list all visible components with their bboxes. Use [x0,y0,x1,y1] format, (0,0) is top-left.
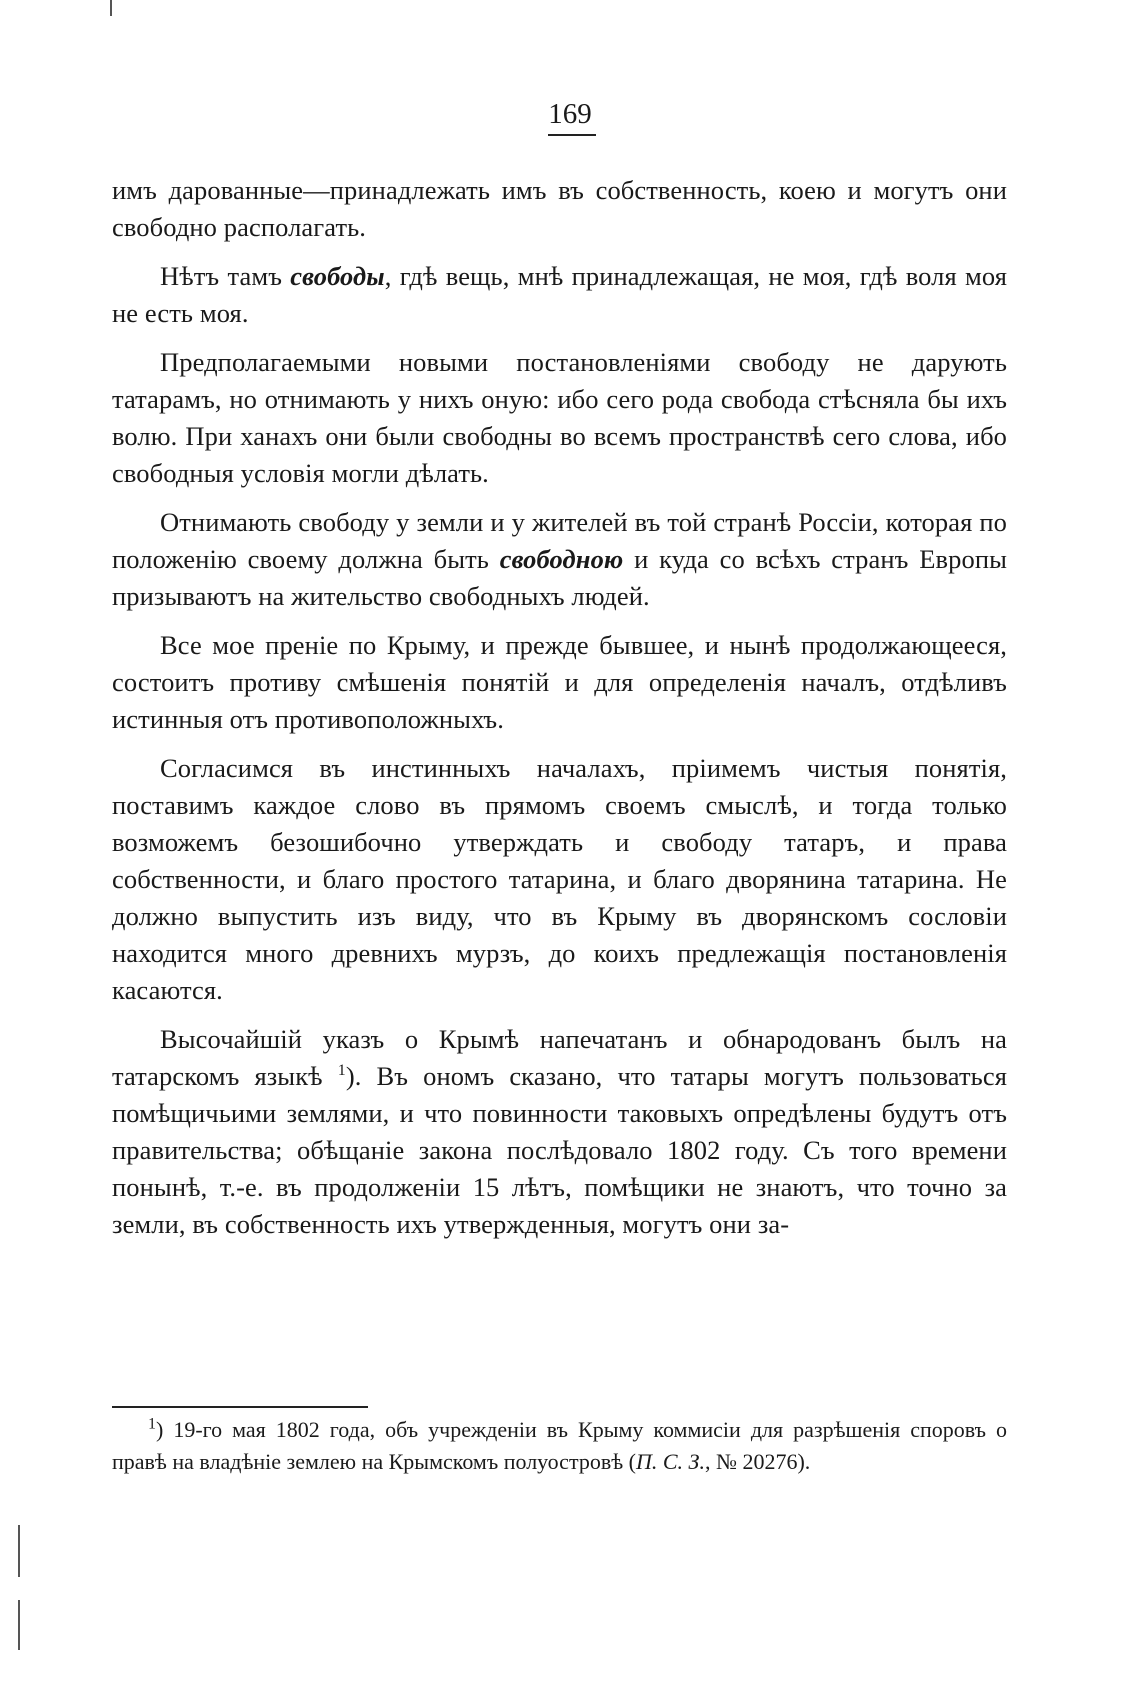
scan-margin-mark-left-1 [18,1525,20,1577]
paragraph-5: Все мое преніе по Крыму, и прежде бывшее, и нынѣ продолжающееся, состоитъ противу смѣшенія понятій и для определенія началъ, отдѣливъ истинныя отъ противоположныхъ. [112,630,1007,734]
scan-margin-mark-left-2 [18,1600,20,1650]
paragraph-4 [112,504,1007,615]
page-body [112,172,1007,1255]
footnote-divider [112,1406,368,1408]
paragraph-2-text-a: Нѣтъ тамъ [160,261,291,291]
emphasis-svobody: свободы [290,261,385,291]
paragraph-4-text-b: и куда со всѣхъ странъ Европы призываютъ на жительство свободныхъ людей. [112,544,1008,611]
footnote [112,1414,1007,1478]
paragraph-6: Согласимся въ инстинныхъ началахъ, пріимемъ чистыя понятія, поставимъ каждое слово въ прямомъ своемъ смыслѣ, и тогда только возможемъ безошибочно утверждать и свободу татаръ, и права собственности, и благо простого татарина, и благо дворянина татарина. Не должно выпустить изъ виду, что въ Крыму въ дворянскомъ сословіи находится много древнихъ мурзъ, до коихъ предлежащія постановленія касаются. [112,753,1007,1005]
emphasis-svobodnoyu: свободною [499,544,624,574]
paragraph-1: имъ дарованные—принадлежать имъ въ собственность, коею и могутъ они свободно располагать. [112,175,1007,242]
footnote-text-b: , № 20276). [704,1449,811,1474]
footnote-marker: 1 [148,1415,156,1433]
page-number: 169 [0,100,1140,129]
paragraph-7-text-b: ). Въ ономъ сказано, что татары могутъ пользоваться помѣщичьими землями, и что повинности таковыхъ опредѣлены будутъ отъ правительства; обѣщаніе закона послѣдовало 1802 году. Съ того времени понынѣ, т.-е. въ продолженіи 15 лѣтъ, помѣщики не знаютъ, что точно за земли, въ собственность ихъ утвержденныя, могутъ они за- [112,1061,1007,1239]
footnote-reference: 1 [337,1062,346,1080]
paragraph-3: Предполагаемыми новыми постановленіями свободу не дарують татарамъ, но отнимають у нихъ оную: ибо сего рода свобода стѣсняла бы ихъ волю. При ханахъ они были свободны во всемъ пространствѣ сего слова, ибо свободныя условія могли дѣлать. [112,347,1007,488]
scan-margin-mark-top [110,0,112,16]
footnote-source-abbrev: П. С. З. [636,1449,705,1474]
paragraph-2-text-b: , гдѣ вещь, мнѣ принадлежащая, не моя, гдѣ воля моя не есть моя. [112,261,1008,328]
paragraph-7 [112,1021,1007,1243]
footnote-text-a: ) 19-го мая 1802 года, объ учрежденіи въ Крыму коммисіи для разрѣшенія споровъ о правѣ на владѣніе землею на Крымскомъ полуостровѣ ( [112,1417,1007,1474]
paragraph-2 [112,258,1007,332]
paragraph-4-text-a: Отнимають свободу у земли и у жителей въ той странѣ Россіи, которая по положенію своему должна быть [112,507,1007,574]
paragraph-7-text-a: Высочайшій указъ о Крымѣ напечатанъ и обнародованъ былъ на татарскомъ языкѣ [112,1024,1007,1091]
